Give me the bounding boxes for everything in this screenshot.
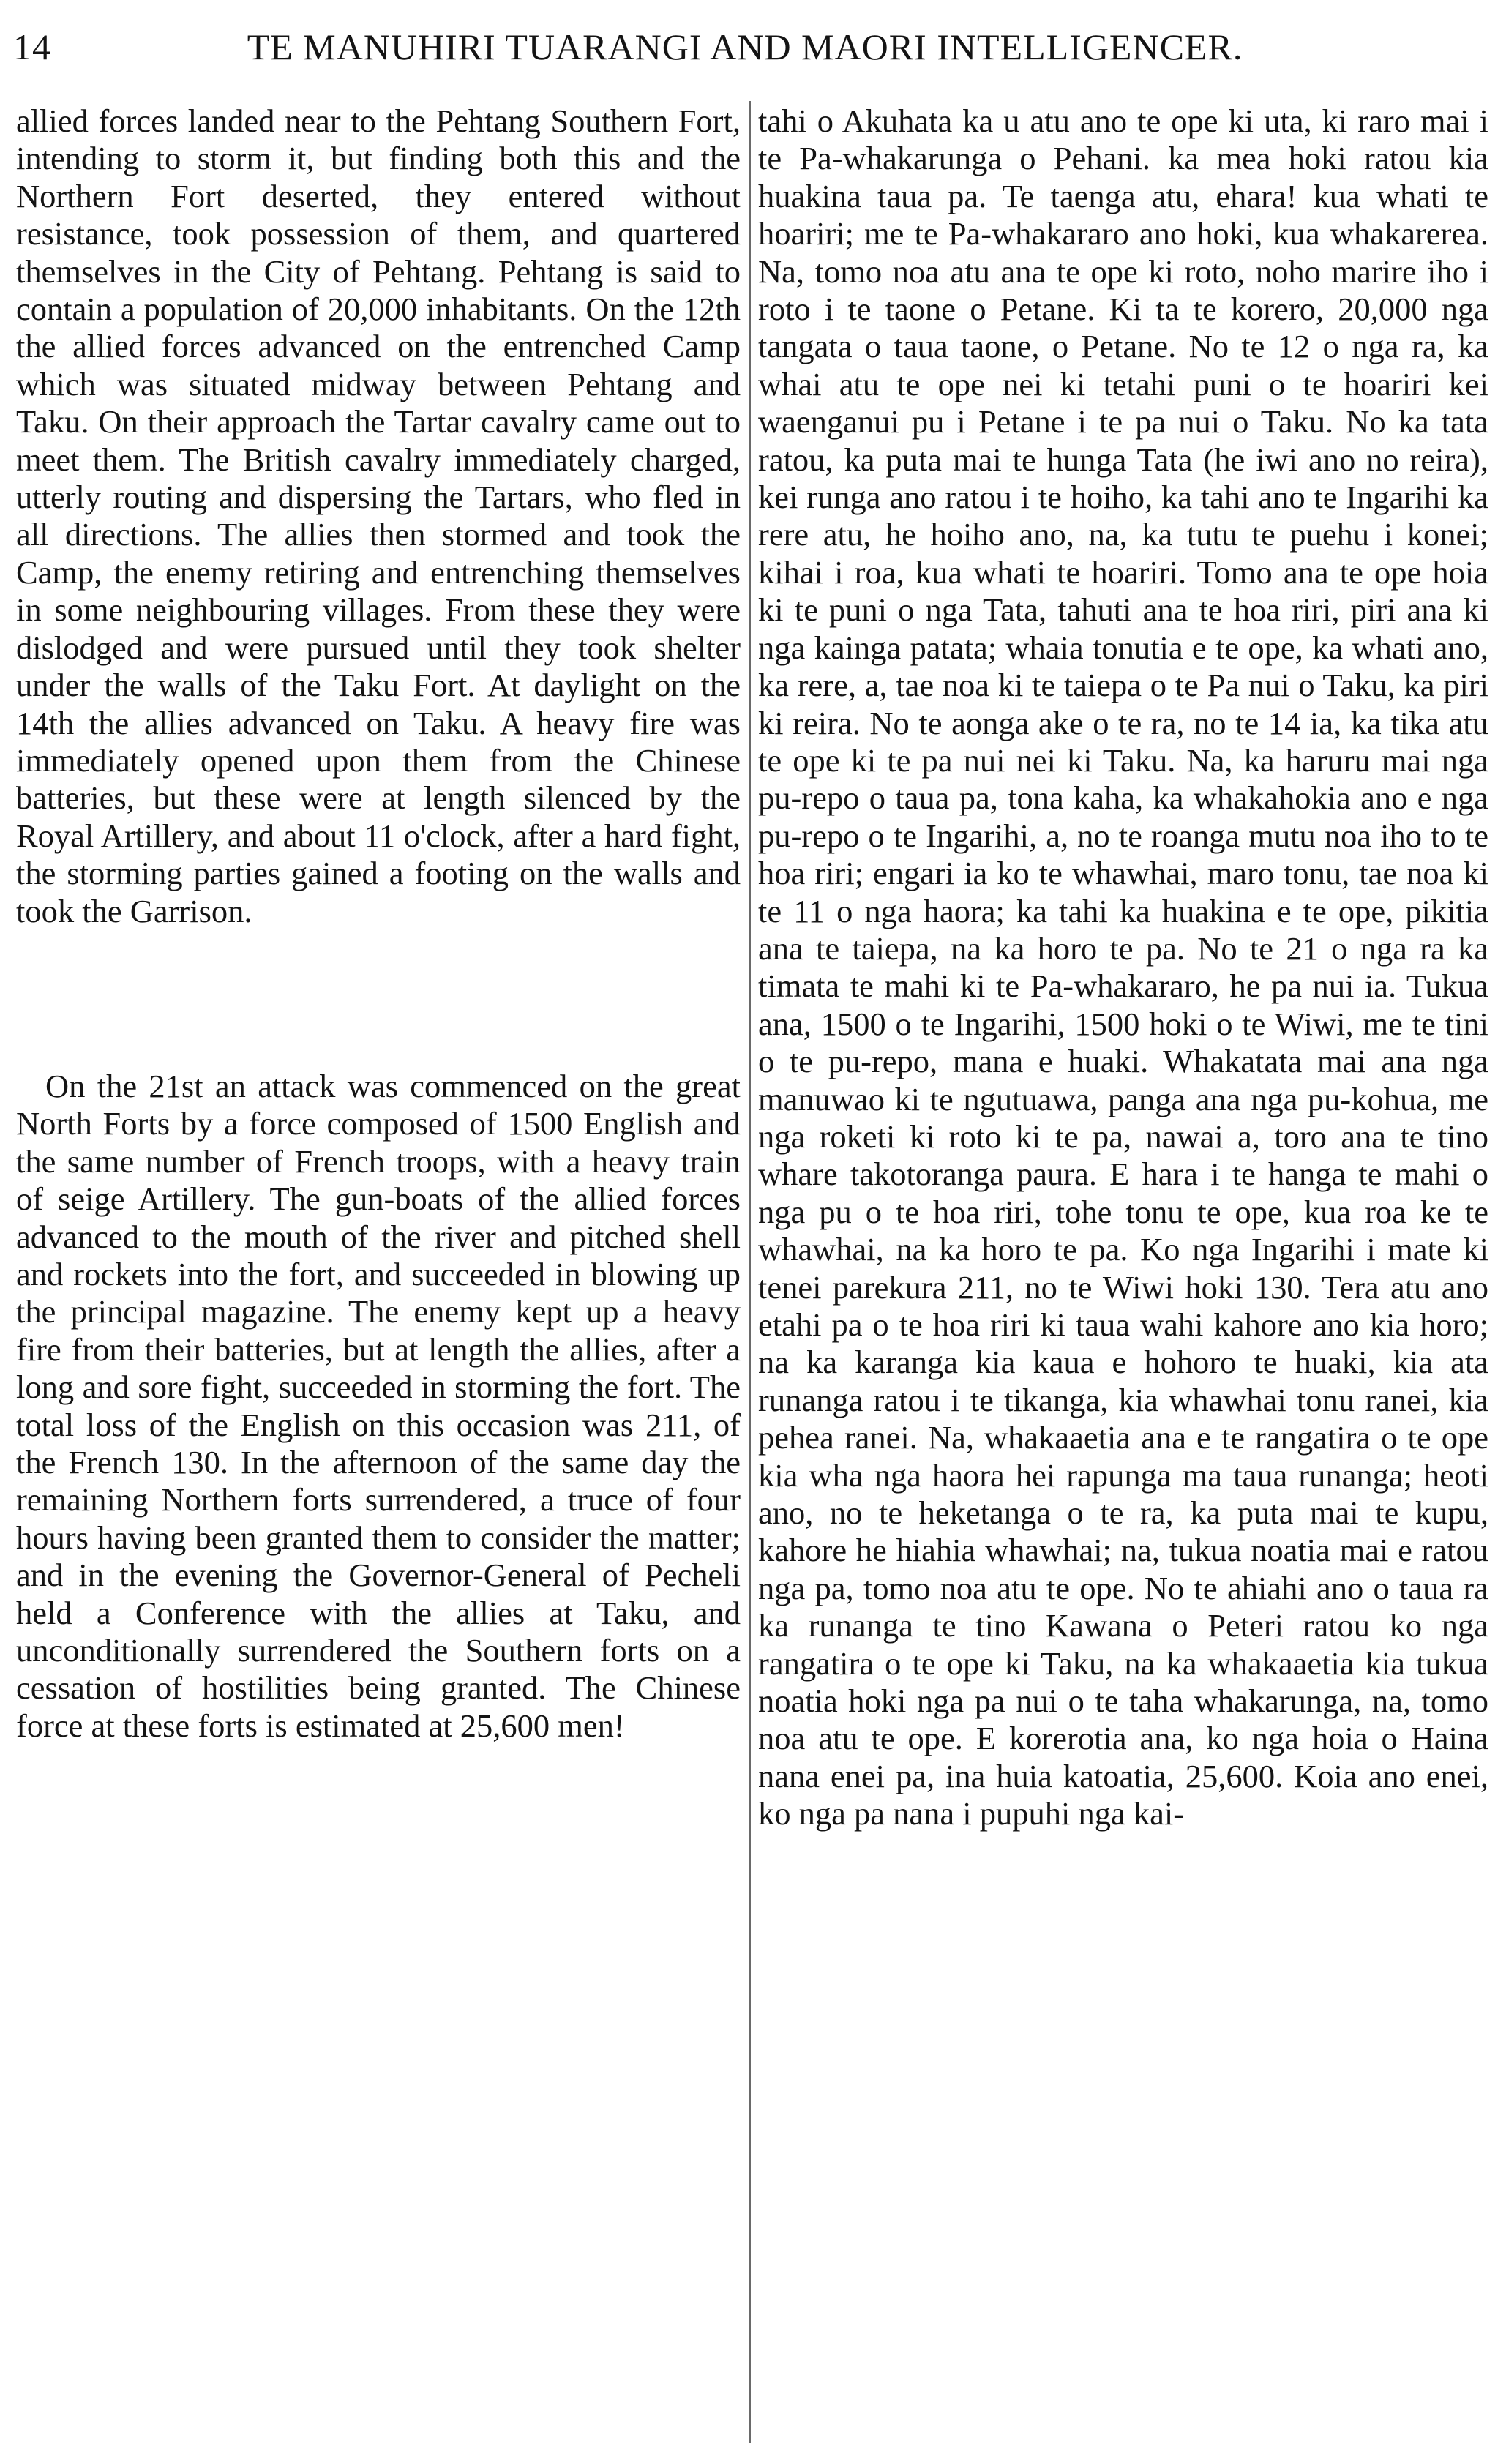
maori-paragraph-1: tahi o Akuhata ka u atu ano te ope ki uta, ki raro mai i te Pa-whakarunga o Pehani. ka mea hoki ratou kia huakina taua pa. Te taenga atu, ehara! kua whati te hoariri; me te Pa-whakararo ano hoki, kua whakarerea. Na, tomo noa atu ana te ope ki roto, noho marire iho i roto i te taone o Petane. Ki ta te korero, 20,000 nga tangata o taua taone, o Petane. No te 12 o nga ra, ka whai atu te ope nei ki tetahi puni o te hoariri kei waenganui pu i Petane i te pa nui o Taku. No ka tata ratou, ka puta mai te hunga Tata (he iwi ano no reira), kei runga ano ratou i te hoiho, ka tahi ano te Ingarihi ka rere atu, he hoiho ano, na, ka tutu te puehu i konei; kihai i roa, kua whati te hoariri. Tomo ana te ope hoia ki te puni o nga Tata, tahuti ana te hoa riri, piri ana ki nga kainga patata; whaia tonutia e te ope, ka whati ano, ka rere, a, tae noa ki te taiepa o te Pa nui o Taku, ka piri ki reira. No te aonga ake o te ra, no te 14 ia, ka tika atu te ope ki te pa nui nei ki Taku. Na, ka haruru mai nga pu-repo o taua pa, tona kaha, ka whakahokia ano e nga pu-repo o te Ingarihi, a, no te roanga mutu noa iho to te hoa riri; engari ia ko te whawhai, maro tonu, tae noa ki te 11 o nga haora; ka tahi ka huakina e te ope, pikitia ana te taiepa, na ka horo te pa. No te 21 o nga ra ka timata te mahi ki te Pa-whakararo, he pa nui ia. Tukua ana, 1500 o te Ingarihi, 1500 hoki o te Wiwi, me te tini o te pu-repo, mana e huaki. Whakatata mai ana nga manuwao ki te ngutuawa, panga ana nga pu-kohua, me nga roketi ki roto ki te pa, nawai a, toro ana te tino whare takotoranga paura. E hara i te hanga te mahi o nga pu o te hoa riri, tohe tonu te ope, kua roa ke te whawhai, na ka horo te pa. Ko nga Ingarihi i mate ki tenei parekura 211, no te Wiwi hoki 130. Tera atu ano etahi pa o te hoa riri ki taua wahi kahore ano kia horo; na ka karanga kia kaua e hohoro te huaki, kia ata runanga ratou i te tikanga, kia whawhai tonu ranei, kia pehea ranei. Na, whakaaetia ana e te rangatira o te ope kia wha nga haora hei rapunga ma taua runanga; heoti ano, no te heketanga o te ra, ka puta mai te kupu, kahore he hiahia whawhai; na, tukua noatia mai e ratou nga pa, tomo noa atu te ope. No te ahiahi ano o taua ra ka runanga te tino Kawana o Peteri ratou ko nga rangatira o te ope ki Taku, na ka whakaaetia kia tukua noatia hoki nga pa nui o te taha whakarunga, na, tomo noa atu te ope. E korerotia ana, ko nga hoia o Haina nana enei pa, ina huia katoatia, 25,600. Koia ano enei, ko nga pa nana i pupuhi nga kai- xyxy=(758,102,1488,1832)
running-title: TE MANUHIRI TUARANGI AND MAORI INTELLIGENCER. xyxy=(247,26,1243,67)
page-header xyxy=(13,18,1469,76)
english-paragraph-1: allied forces landed near to the Pehtang Southern Fort, intending to storm it, but finding both this and the Northern Fort deserted, they entered without resistance, took possession of them, and quartered themselves in the City of Pehtang. Pehtang is said to contain a population of 20,000 inhabitants. On the 12th the allied forces advanced on the entrenched Camp which was situated midway between Pehtang and Taku. On their approach the Tartar cavalry came out to meet them. The British cavalry immediately charged, utterly routing and dispersing the Tartars, who fled in all directions. The allies then stormed and took the Camp, the enemy retiring and entrenching themselves in some neighbouring villages. From these they were dislodged and were pursued until they took shelter under the walls of the Taku Fort. At daylight on the 14th the allies advanced on Taku. A heavy fire was immediately opened upon them from the Chinese batteries, but these were at length silenced by the Royal Artillery, and about 11 o'clock, after a hard fight, the storming parties gained a footing on the walls and took the Garrison. xyxy=(16,102,741,929)
maori-column xyxy=(758,102,1488,1833)
page-number: 14 xyxy=(13,26,51,67)
english-paragraph-2: On the 21st an attack was commenced on the great North Forts by a force composed of 1500 English and the same number of French troops, with a heavy train of seige Artillery. The gun-boats of the allied forces advanced to the mouth of the river and pitched shell and rockets into the fort, and succeeded in blowing up the principal magazine. The enemy kept up a heavy fire from their batteries, but at length the allies, after a long and sore fight, succeeded in storming the fort. The total loss of the English on this occasion was 211, of the French 130. In the afternoon of the same day the remaining Northern forts surrendered, a truce of four hours having been granted them to consider the matter; and in the evening the Governor-General of Pecheli held a Conference with the allies at Taku, and unconditionally surrendered the Southern forts on a cessation of hostilities being granted. The Chinese force at these forts is estimated at 25,600 men! xyxy=(16,1067,741,1744)
english-column xyxy=(16,102,741,1745)
column-divider xyxy=(749,101,751,2443)
